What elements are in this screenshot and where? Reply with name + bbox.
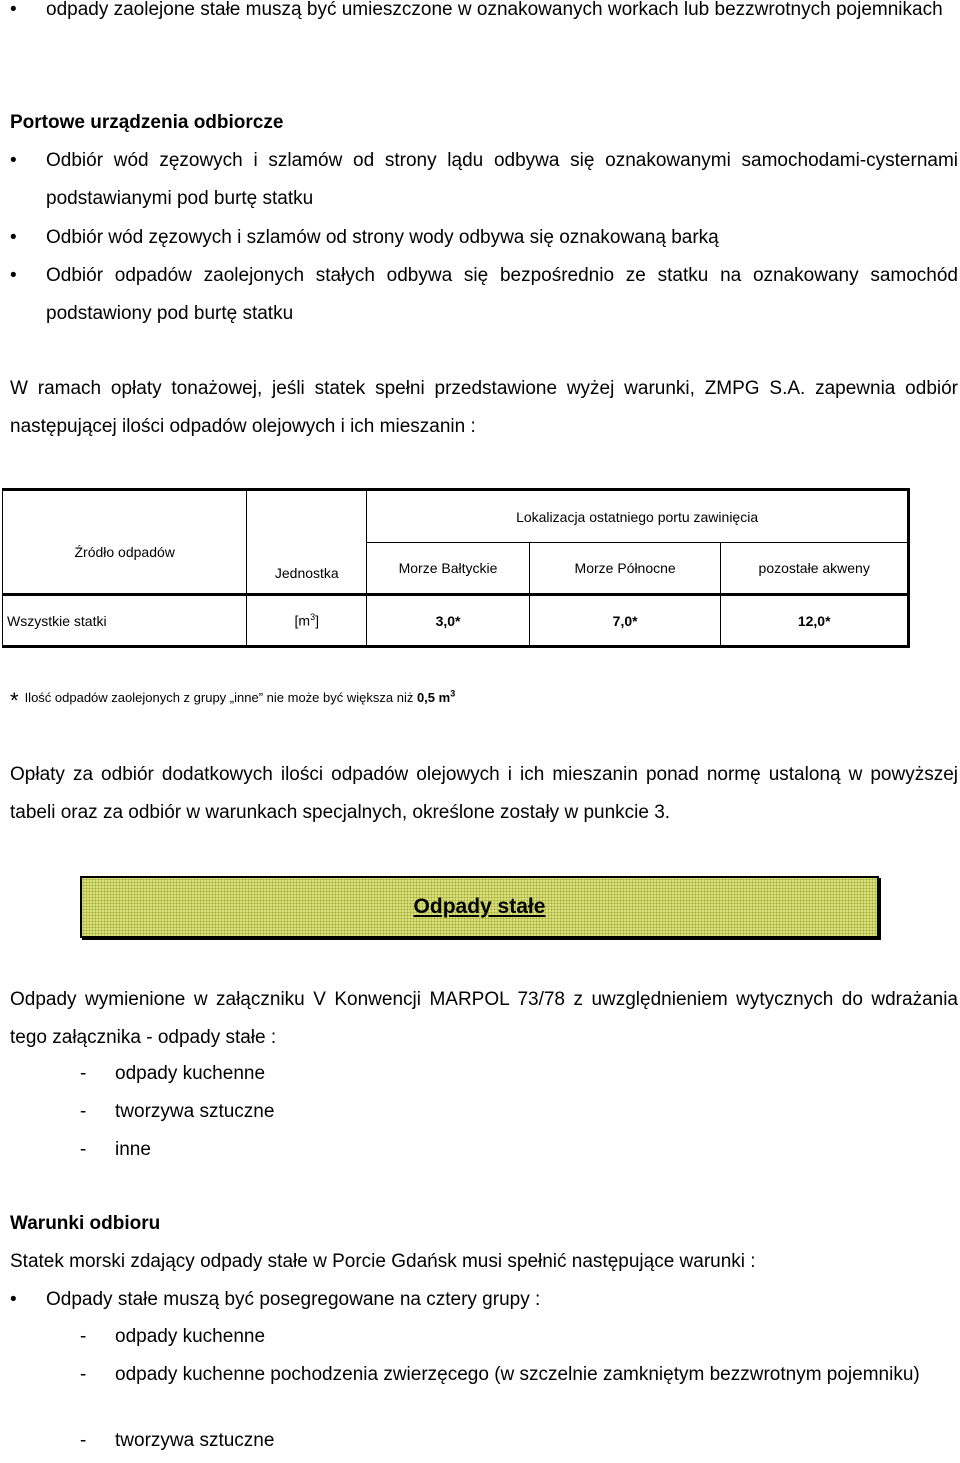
- list-item: - inne: [80, 1131, 958, 1169]
- section-heading-port: Portowe urządzenia odbiorcze: [10, 112, 284, 133]
- bullet-icon: •: [10, 1289, 17, 1310]
- bullet-icon: •: [10, 265, 17, 286]
- bullet-text: Odbiór wód zęzowych i szlamów od strony wody odbywa się oznakowaną barką: [46, 227, 719, 248]
- header-region: Morze Bałtyckie: [367, 543, 530, 595]
- bullet-item: [10, 219, 958, 257]
- banner-title: Odpady stałe: [413, 895, 546, 918]
- bullet-text: Odbiór wód zęzowych i szlamów od strony lądu odbywa się oznakowanymi samochodami-cysternami podstawianymi pod burtę statku: [46, 150, 958, 209]
- extra-fees-paragraph: Opłaty za odbiór dodatkowych ilości odpadów olejowych i ich mieszanin ponad normę ustaloną w powyższej tabeli oraz za odbiór w warunkach specjalnych, określone zostały w punkcie 3.: [10, 764, 958, 823]
- fee-paragraph: W ramach opłaty tonażowej, jeśli statek spełni przedstawione wyżej warunki, ZMPG S.A. zapewnia odbiór następującej ilości odpadów olejowych i ich mieszanin :: [10, 378, 958, 437]
- bullet-item: [10, 257, 958, 333]
- waste-allowance-table: [2, 488, 910, 648]
- list-item: - tworzywa sztuczne: [80, 1093, 958, 1131]
- section-banner: [80, 876, 879, 938]
- dash-marker: -: [80, 1139, 87, 1160]
- section-heading-conditions: Warunki odbioru: [10, 1213, 161, 1234]
- bullet-text: Odbiór odpadów zaolejonych stałych odbywa się bezpośrednio ze statku na oznakowany samochód podstawiony pod burtę statku: [46, 265, 958, 324]
- bullet-icon: •: [10, 0, 17, 20]
- list-item: - odpady kuchenne: [80, 1055, 958, 1093]
- header-unit: Jednostka: [247, 490, 367, 595]
- bullet-text: odpady zaolejone stałe muszą być umieszczone w oznakowanych workach lub bezzwrotnych pojemnikach: [46, 0, 943, 20]
- row-value: 12,0*: [721, 595, 909, 647]
- dash-marker: -: [80, 1101, 87, 1122]
- dash-marker: -: [80, 1430, 87, 1451]
- row-value: 7,0*: [529, 595, 721, 647]
- dash-marker: -: [80, 1364, 87, 1385]
- bullet-item: [10, 0, 958, 29]
- table-footnote: * Ilość odpadów zaolejonych z grupy „inne” nie może być większa niż 0,5 $m^3$: [10, 688, 456, 713]
- bullet-icon: •: [10, 150, 17, 171]
- header-source: Źródło odpadów: [3, 490, 247, 595]
- solid-waste-paragraph: Odpady wymienione w załączniku V Konwencji MARPOL 73/78 z uwzględnieniem wytycznych do wdrażania tego załącznika - odpady stałe :: [10, 989, 958, 1048]
- header-region: Morze Północne: [529, 543, 721, 595]
- bullet-icon: •: [10, 227, 17, 248]
- dash-marker: -: [80, 1063, 87, 1084]
- list-item: - odpady kuchenne pochodzenia zwierzęcego (w szczelnie zamkniętym bezzwrotnym pojemniku): [80, 1356, 958, 1394]
- bullet-item: [10, 142, 958, 218]
- dash-marker: -: [80, 1326, 87, 1347]
- bullet-text: Odpady stałe muszą być posegregowane na cztery grupy :: [46, 1289, 541, 1310]
- footnote-marker: *: [10, 688, 19, 713]
- header-location: Lokalizacja ostatniego portu zawinięcia: [367, 490, 909, 543]
- conditions-intro: Statek morski zdający odpady stałe w Porcie Gdańsk musi spełnić następujące warunki :: [10, 1251, 756, 1272]
- list-item: - odpady kuchenne: [80, 1318, 958, 1356]
- bullet-item: [10, 1281, 958, 1319]
- row-value: 3,0*: [367, 595, 530, 647]
- list-item: - tworzywa sztuczne: [80, 1422, 958, 1460]
- header-region: pozostałe akweny: [721, 543, 909, 595]
- row-unit: $[m^3]$: [247, 595, 367, 647]
- row-source: Wszystkie statki: [3, 595, 247, 647]
